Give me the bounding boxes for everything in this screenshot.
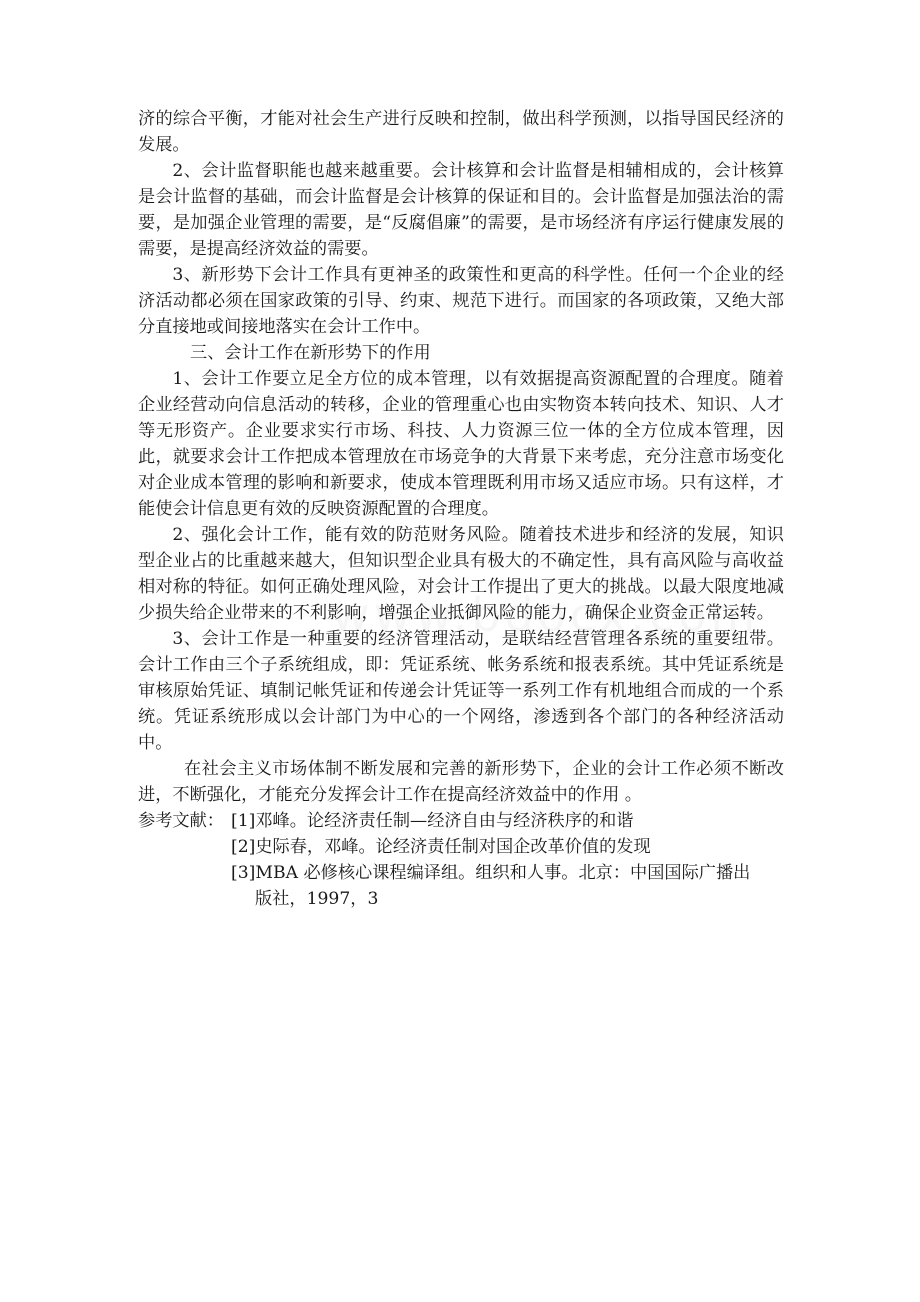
reference-item: [1]邓峰。论经济责任制—经济自由与经济秩序的和谐 xyxy=(231,811,634,831)
reference-item: [2]史际春，邓峰。论经济责任制对国企改革价值的发现 xyxy=(231,837,651,857)
paragraph-continued: 济的综合平衡，才能对社会生产进行反映和控制，做出科学预测，以指导国民经济的发展。 xyxy=(138,109,784,155)
paragraph-supervision: 2、会计监督职能也越来越重要。会计核算和会计监督是相辅相成的，会计核算是会计监督的基础，而会计监督是会计核算的保证和目的。会计监督是加强法治的需要，是加强企业管理的需要，是“反腐倡廉”的需要，是市场经济有序运行健康发展的需要，是提高经济效益的需要。 xyxy=(138,161,784,259)
reference-item-continuation-text: 版社，1997，3 xyxy=(255,889,379,909)
references-label: 参考文献： xyxy=(138,811,224,831)
document-body xyxy=(138,106,784,912)
paragraph-cost-management: 1、会计工作要立足全方位的成本管理，以有效据提高资源配置的合理度。随着企业经营动向信息活动的转移，企业的管理重心也由实物资本转向技术、知识、人才等无形资产。企业要求实行市场、科技、人力资源三位一体的全方位成本管理，因此，就要求会计工作把成本管理放在市场竞争的大背景下来考虑，充分注意市场变化对企业成本管理的影响和新要求，使成本管理既利用市场又适应市场。只有这样，才能使会计信息更有效的反映资源配置的合理度。 xyxy=(138,369,784,519)
section-heading: 三、会计工作在新形势下的作用 xyxy=(190,343,431,363)
paragraph-policy: 3、新形势下会计工作具有更神圣的政策性和更高的科学性。任何一个企业的经济活动都必须在国家政策的引导、约束、规范下进行。而国家的各项政策，又绝大部分直接地或间接地落实在会计工作中。 xyxy=(138,265,784,337)
references xyxy=(138,808,784,912)
reference-item: [3]MBA 必修核心课程编译组。组织和人事。北京：中国国际广播出 xyxy=(231,863,751,883)
paragraph-risk: 2、强化会计工作，能有效的防范财务风险。随着技术进步和经济的发展，知识型企业占的比重越来越大，但知识型企业具有极大的不确定性，具有高风险与高收益相对称的特征。如何正确处理风险，对会计工作提出了更大的挑战。以最大限度地减少损失给企业带来的不利影响，增强企业抵御风险的能力，确保企业资金正常运转。 xyxy=(138,525,784,623)
paragraph-closing: 在社会主义市场体制不断发展和完善的新形势下，企业的会计工作必须不断改进，不断强化，才能充分发挥会计工作在提高经济效益中的作用 。 xyxy=(138,759,784,805)
reference-item-continuation xyxy=(138,886,784,912)
reference-row-1 xyxy=(138,808,784,834)
paragraph-systems: 3、会计工作是一种重要的经济管理活动，是联结经营管理各系统的重要纽带。会计工作由三个子系统组成，即：凭证系统、帐务系统和报表系统。其中凭证系统是审核原始凭证、填制记帐凭证和传递会计凭证等一系列工作有机地组合而成的一个系统。凭证系统形成以会计部门为中心的一个网络，渗透到各个部门的各种经济活动中。 xyxy=(138,629,784,753)
